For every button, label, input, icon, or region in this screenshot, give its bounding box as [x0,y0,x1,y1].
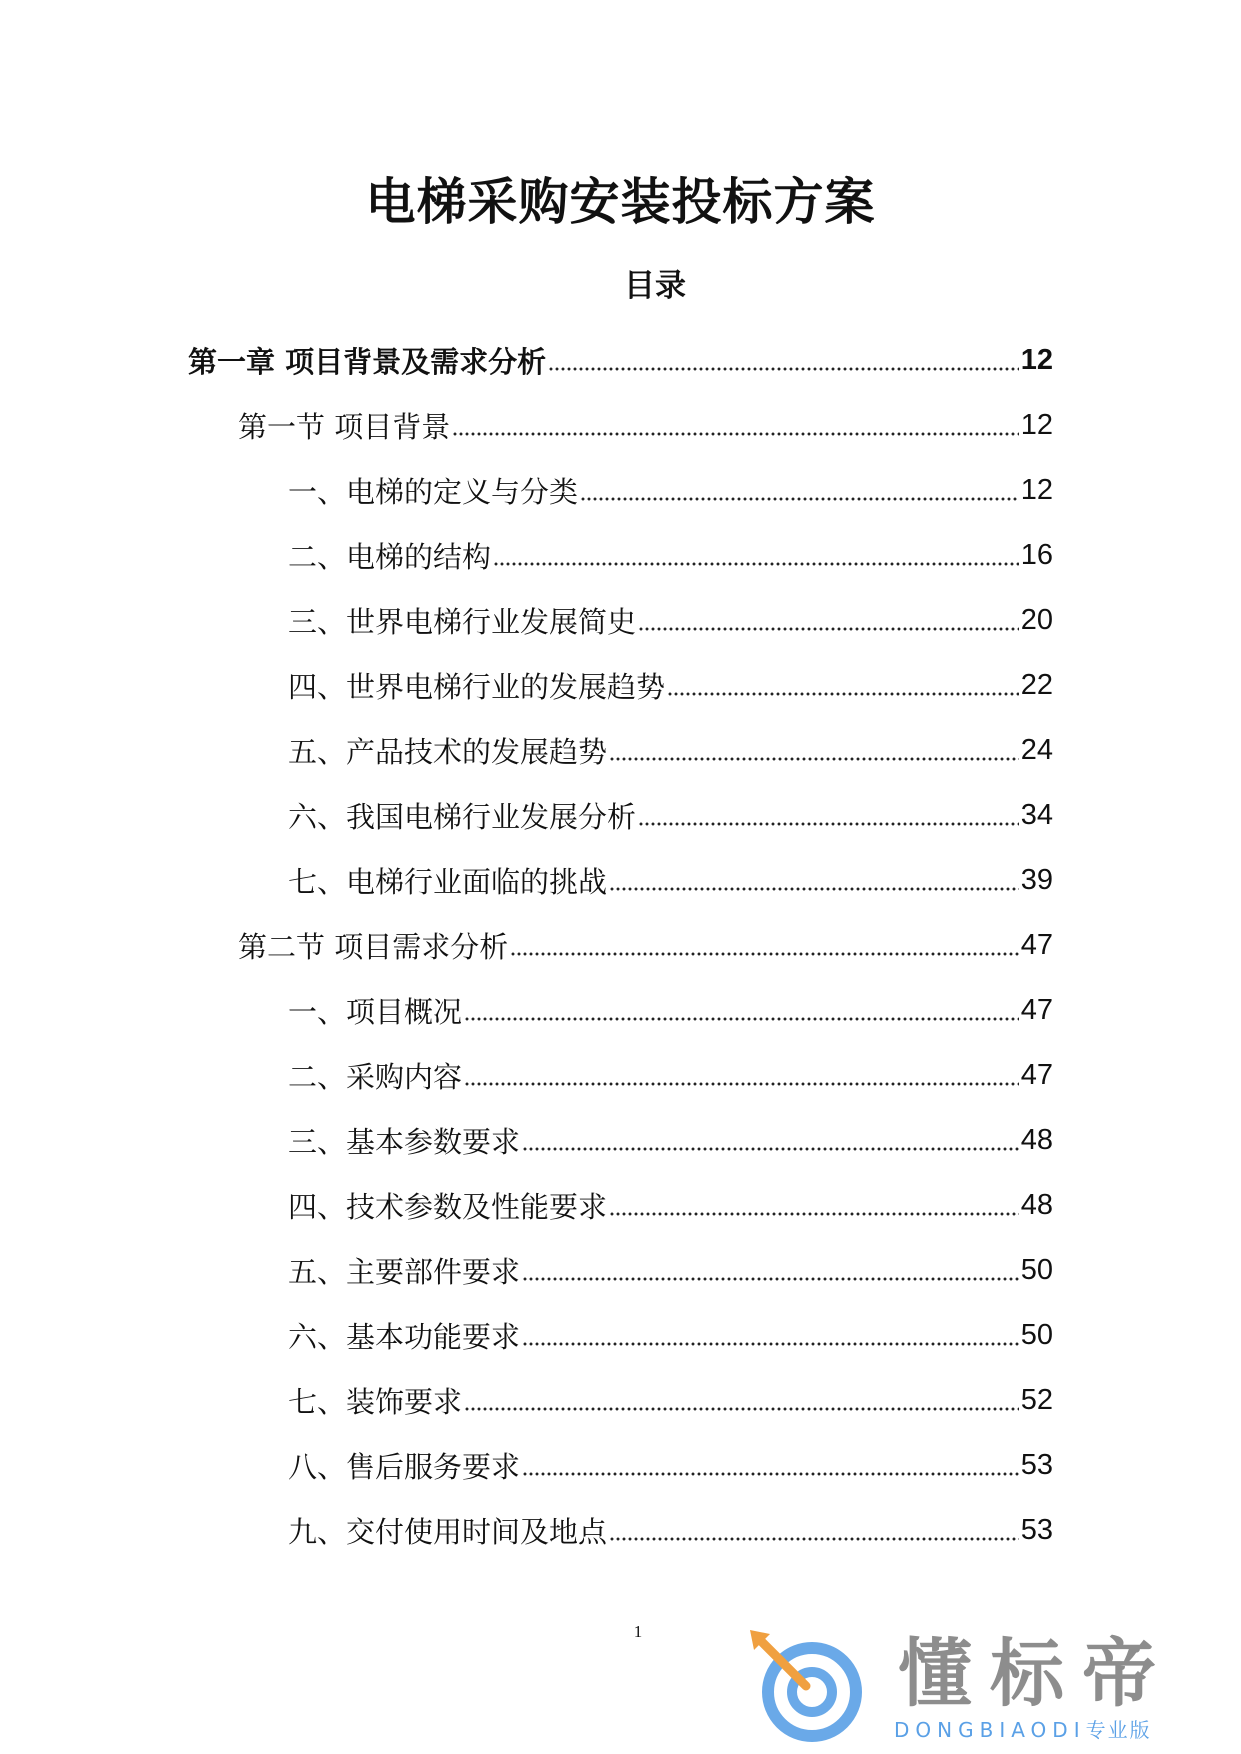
watermark-subtitle [894,1718,1152,1742]
toc-dot-leader [510,952,1019,956]
toc-dot-leader [464,1407,1019,1411]
toc-entry[interactable] [0,718,1241,783]
toc-entry-label: 第二节 项目需求分析 [238,930,509,964]
toc-entry[interactable] [0,1303,1241,1368]
toc-entry-page: 50 [1020,1319,1053,1351]
table-of-contents [0,328,1241,1563]
toc-entry-label: 第一章 项目背景及需求分析 [188,345,547,379]
toc-dot-leader [609,757,1019,761]
toc-entry-page: 50 [1020,1254,1053,1286]
toc-entry[interactable] [0,1433,1241,1498]
toc-entry-page: 22 [1020,669,1053,701]
toc-dot-leader [464,1082,1019,1086]
toc-entry[interactable] [0,848,1241,913]
toc-entry[interactable] [0,783,1241,848]
toc-entry[interactable] [0,393,1241,458]
page-number: 1 [633,1622,643,1641]
toc-dot-leader [522,1472,1019,1476]
toc-entry-label: 三、基本参数要求 [288,1125,521,1159]
toc-entry-page: 48 [1020,1124,1053,1156]
toc-entry[interactable] [0,1498,1241,1563]
toc-entry-page: 47 [1020,929,1053,961]
toc-entry-label: 一、电梯的定义与分类 [288,475,579,509]
toc-dot-leader [638,627,1019,631]
toc-entry-label: 九、交付使用时间及地点 [288,1515,608,1549]
toc-entry-label: 五、产品技术的发展趋势 [288,735,608,769]
watermark-latin: DONGBIAODI [894,1718,1086,1742]
toc-dot-leader [638,822,1019,826]
toc-entry-page: 12 [1020,344,1053,376]
toc-entry-page: 53 [1020,1514,1053,1546]
toc-entry-label: 六、基本功能要求 [288,1320,521,1354]
toc-entry-page: 47 [1020,994,1053,1026]
toc-dot-leader [452,432,1019,436]
toc-entry-page: 39 [1020,864,1053,896]
toc-entry[interactable] [0,1238,1241,1303]
toc-entry-page: 53 [1020,1449,1053,1481]
toc-dot-leader [522,1147,1019,1151]
toc-dot-leader [609,1537,1019,1541]
toc-entry-label: 七、装饰要求 [288,1385,463,1419]
toc-entry[interactable] [0,653,1241,718]
toc-dot-leader [522,1277,1019,1281]
toc-dot-leader [580,497,1019,501]
toc-entry[interactable] [0,1043,1241,1108]
toc-entry-page: 47 [1020,1059,1053,1091]
toc-entry-label: 四、世界电梯行业的发展趋势 [288,670,666,704]
toc-entry-label: 八、售后服务要求 [288,1450,521,1484]
toc-entry-label: 第一节 项目背景 [238,410,451,444]
toc-entry[interactable] [0,458,1241,523]
watermark-edition: 专业版 [1085,1718,1152,1742]
toc-entry-label: 五、主要部件要求 [288,1255,521,1289]
watermark-brand: 懂标帝 [898,1631,1174,1717]
toc-entry[interactable] [0,328,1241,393]
toc-entry-page: 24 [1020,734,1053,766]
toc-dot-leader [548,367,1019,371]
toc-dot-leader [609,1212,1019,1216]
toc-dot-leader [522,1342,1019,1346]
toc-entry-page: 52 [1020,1384,1053,1416]
toc-entry[interactable] [0,913,1241,978]
toc-entry-label: 六、我国电梯行业发展分析 [288,800,637,834]
watermark-logo [740,1628,1220,1748]
toc-entry-page: 12 [1020,409,1053,441]
toc-entry-label: 三、世界电梯行业发展简史 [288,605,637,639]
toc-entry-label: 一、项目概况 [288,995,463,1029]
toc-entry[interactable] [0,1368,1241,1433]
toc-dot-leader [493,562,1019,566]
toc-heading: 目录 [624,268,686,304]
toc-entry-page: 12 [1020,474,1053,506]
toc-dot-leader [609,887,1019,891]
document-title: 电梯采购安装投标方案 [365,173,876,231]
toc-entry[interactable] [0,523,1241,588]
toc-entry-page: 48 [1020,1189,1053,1221]
toc-dot-leader [667,692,1019,696]
toc-entry[interactable] [0,978,1241,1043]
toc-entry-label: 二、采购内容 [288,1060,463,1094]
toc-entry[interactable] [0,1108,1241,1173]
target-arrow-icon [740,1628,890,1748]
toc-entry[interactable] [0,588,1241,653]
toc-entry-label: 四、技术参数及性能要求 [288,1190,608,1224]
toc-entry-label: 二、电梯的结构 [288,540,492,574]
toc-entry-page: 20 [1020,604,1053,636]
toc-entry-page: 16 [1020,539,1053,571]
toc-entry-page: 34 [1020,799,1053,831]
toc-dot-leader [464,1017,1019,1021]
toc-entry-label: 七、电梯行业面临的挑战 [288,865,608,899]
toc-entry[interactable] [0,1173,1241,1238]
